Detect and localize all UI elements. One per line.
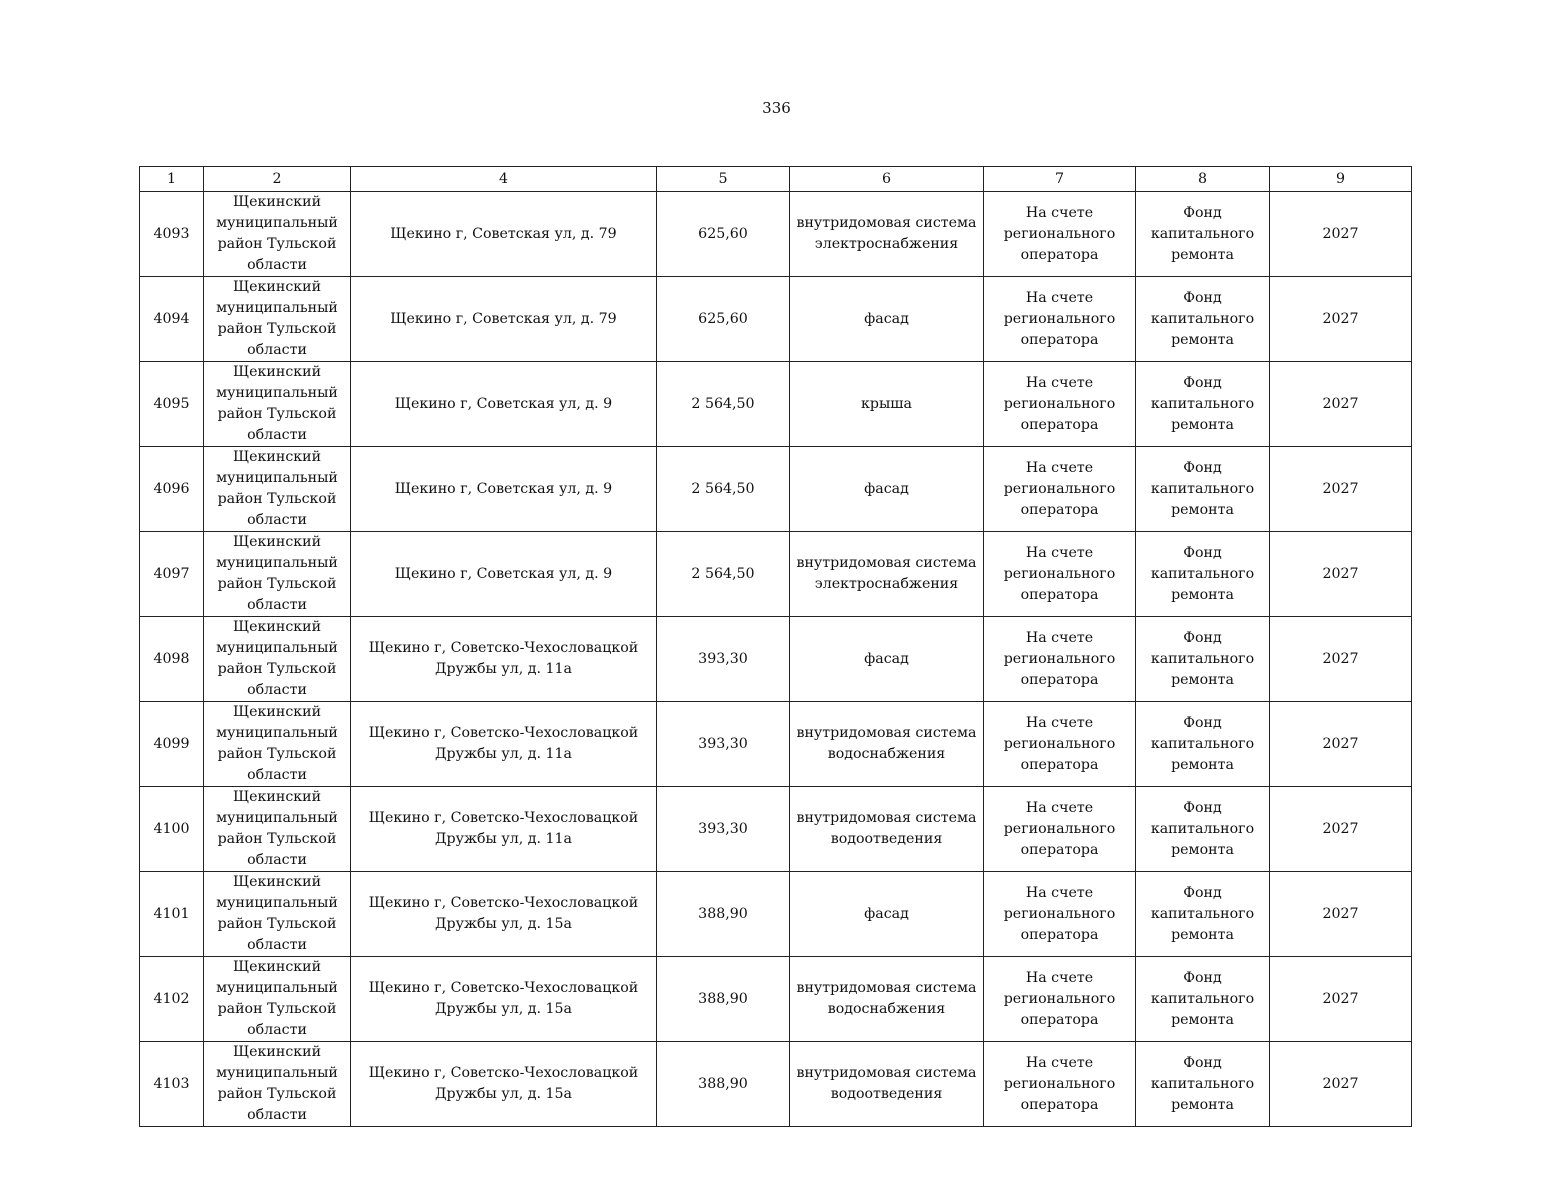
table-body xyxy=(140,192,1412,1127)
funding-method-cell: На счете регионального оператора xyxy=(984,617,1136,702)
municipality-cell: Щекинский муниципальный район Тульской области xyxy=(204,1042,351,1127)
area-cell: 625,60 xyxy=(657,277,790,362)
address-cell: Щекино г, Советская ул, д. 9 xyxy=(351,447,657,532)
row-number-cell: 4103 xyxy=(140,1042,204,1127)
fund-cell: Фонд капитального ремонта xyxy=(1136,617,1270,702)
address-cell: Щекино г, Советско-Чехословацкой Дружбы ул, д. 11а xyxy=(351,787,657,872)
column-header: 2 xyxy=(204,167,351,192)
funding-method-cell: На счете регионального оператора xyxy=(984,787,1136,872)
row-number-cell: 4093 xyxy=(140,192,204,277)
year-cell: 2027 xyxy=(1270,362,1412,447)
fund-cell: Фонд капитального ремонта xyxy=(1136,192,1270,277)
fund-cell: Фонд капитального ремонта xyxy=(1136,787,1270,872)
area-cell: 2 564,50 xyxy=(657,447,790,532)
row-number-cell: 4101 xyxy=(140,872,204,957)
address-cell: Щекино г, Советско-Чехословацкой Дружбы ул, д. 15а xyxy=(351,872,657,957)
fund-cell: Фонд капитального ремонта xyxy=(1136,1042,1270,1127)
fund-cell: Фонд капитального ремонта xyxy=(1136,447,1270,532)
area-cell: 2 564,50 xyxy=(657,362,790,447)
year-cell: 2027 xyxy=(1270,192,1412,277)
funding-method-cell: На счете регионального оператора xyxy=(984,447,1136,532)
address-cell: Щекино г, Советская ул, д. 79 xyxy=(351,192,657,277)
row-number-cell: 4094 xyxy=(140,277,204,362)
work-type-cell: крыша xyxy=(790,362,984,447)
funding-method-cell: На счете регионального оператора xyxy=(984,702,1136,787)
year-cell: 2027 xyxy=(1270,787,1412,872)
funding-method-cell: На счете регионального оператора xyxy=(984,277,1136,362)
work-type-cell: внутридомовая система водоотведения xyxy=(790,1042,984,1127)
table-row xyxy=(140,447,1412,532)
municipality-cell: Щекинский муниципальный район Тульской области xyxy=(204,787,351,872)
fund-cell: Фонд капитального ремонта xyxy=(1136,277,1270,362)
address-cell: Щекино г, Советская ул, д. 9 xyxy=(351,362,657,447)
area-cell: 625,60 xyxy=(657,192,790,277)
column-header: 7 xyxy=(984,167,1136,192)
area-cell: 393,30 xyxy=(657,787,790,872)
page-number: 336 xyxy=(762,99,791,117)
work-type-cell: фасад xyxy=(790,447,984,532)
municipality-cell: Щекинский муниципальный район Тульской области xyxy=(204,702,351,787)
table-row xyxy=(140,1042,1412,1127)
address-cell: Щекино г, Советская ул, д. 9 xyxy=(351,532,657,617)
work-type-cell: фасад xyxy=(790,277,984,362)
area-cell: 388,90 xyxy=(657,872,790,957)
column-header: 1 xyxy=(140,167,204,192)
year-cell: 2027 xyxy=(1270,702,1412,787)
table-row xyxy=(140,277,1412,362)
funding-method-cell: На счете регионального оператора xyxy=(984,532,1136,617)
municipality-cell: Щекинский муниципальный район Тульской области xyxy=(204,617,351,702)
work-type-cell: внутридомовая система водоснабжения xyxy=(790,702,984,787)
year-cell: 2027 xyxy=(1270,957,1412,1042)
funding-method-cell: На счете регионального оператора xyxy=(984,362,1136,447)
fund-cell: Фонд капитального ремонта xyxy=(1136,957,1270,1042)
work-type-cell: внутридомовая система водоснабжения xyxy=(790,957,984,1042)
work-type-cell: внутридомовая система водоотведения xyxy=(790,787,984,872)
work-type-cell: внутридомовая система электроснабжения xyxy=(790,192,984,277)
municipality-cell: Щекинский муниципальный район Тульской области xyxy=(204,362,351,447)
row-number-cell: 4098 xyxy=(140,617,204,702)
area-cell: 393,30 xyxy=(657,617,790,702)
fund-cell: Фонд капитального ремонта xyxy=(1136,532,1270,617)
municipality-cell: Щекинский муниципальный район Тульской области xyxy=(204,192,351,277)
table-row xyxy=(140,362,1412,447)
row-number-cell: 4100 xyxy=(140,787,204,872)
year-cell: 2027 xyxy=(1270,532,1412,617)
work-type-cell: внутридомовая система электроснабжения xyxy=(790,532,984,617)
row-number-cell: 4096 xyxy=(140,447,204,532)
table-row xyxy=(140,787,1412,872)
table-row xyxy=(140,617,1412,702)
funding-method-cell: На счете регионального оператора xyxy=(984,872,1136,957)
year-cell: 2027 xyxy=(1270,872,1412,957)
area-cell: 388,90 xyxy=(657,957,790,1042)
address-cell: Щекино г, Советско-Чехословацкой Дружбы ул, д. 11а xyxy=(351,617,657,702)
column-header: 8 xyxy=(1136,167,1270,192)
year-cell: 2027 xyxy=(1270,447,1412,532)
address-cell: Щекино г, Советско-Чехословацкой Дружбы ул, д. 15а xyxy=(351,957,657,1042)
row-number-cell: 4099 xyxy=(140,702,204,787)
municipality-cell: Щекинский муниципальный район Тульской области xyxy=(204,277,351,362)
row-number-cell: 4097 xyxy=(140,532,204,617)
column-header: 6 xyxy=(790,167,984,192)
column-number-row xyxy=(140,167,1412,192)
column-header: 9 xyxy=(1270,167,1412,192)
table-row xyxy=(140,192,1412,277)
municipality-cell: Щекинский муниципальный район Тульской области xyxy=(204,447,351,532)
capital-repair-table xyxy=(139,166,1412,1127)
row-number-cell: 4102 xyxy=(140,957,204,1042)
fund-cell: Фонд капитального ремонта xyxy=(1136,362,1270,447)
year-cell: 2027 xyxy=(1270,277,1412,362)
fund-cell: Фонд капитального ремонта xyxy=(1136,872,1270,957)
column-header: 5 xyxy=(657,167,790,192)
address-cell: Щекино г, Советско-Чехословацкой Дружбы ул, д. 11а xyxy=(351,702,657,787)
funding-method-cell: На счете регионального оператора xyxy=(984,957,1136,1042)
work-type-cell: фасад xyxy=(790,872,984,957)
table-row xyxy=(140,702,1412,787)
funding-method-cell: На счете регионального оператора xyxy=(984,192,1136,277)
fund-cell: Фонд капитального ремонта xyxy=(1136,702,1270,787)
table-row xyxy=(140,957,1412,1042)
address-cell: Щекино г, Советско-Чехословацкой Дружбы ул, д. 15а xyxy=(351,1042,657,1127)
municipality-cell: Щекинский муниципальный район Тульской области xyxy=(204,957,351,1042)
address-cell: Щекино г, Советская ул, д. 79 xyxy=(351,277,657,362)
area-cell: 388,90 xyxy=(657,1042,790,1127)
municipality-cell: Щекинский муниципальный район Тульской области xyxy=(204,872,351,957)
area-cell: 2 564,50 xyxy=(657,532,790,617)
area-cell: 393,30 xyxy=(657,702,790,787)
table-row xyxy=(140,872,1412,957)
year-cell: 2027 xyxy=(1270,1042,1412,1127)
work-type-cell: фасад xyxy=(790,617,984,702)
municipality-cell: Щекинский муниципальный район Тульской области xyxy=(204,532,351,617)
year-cell: 2027 xyxy=(1270,617,1412,702)
column-header: 4 xyxy=(351,167,657,192)
table-row xyxy=(140,532,1412,617)
funding-method-cell: На счете регионального оператора xyxy=(984,1042,1136,1127)
row-number-cell: 4095 xyxy=(140,362,204,447)
